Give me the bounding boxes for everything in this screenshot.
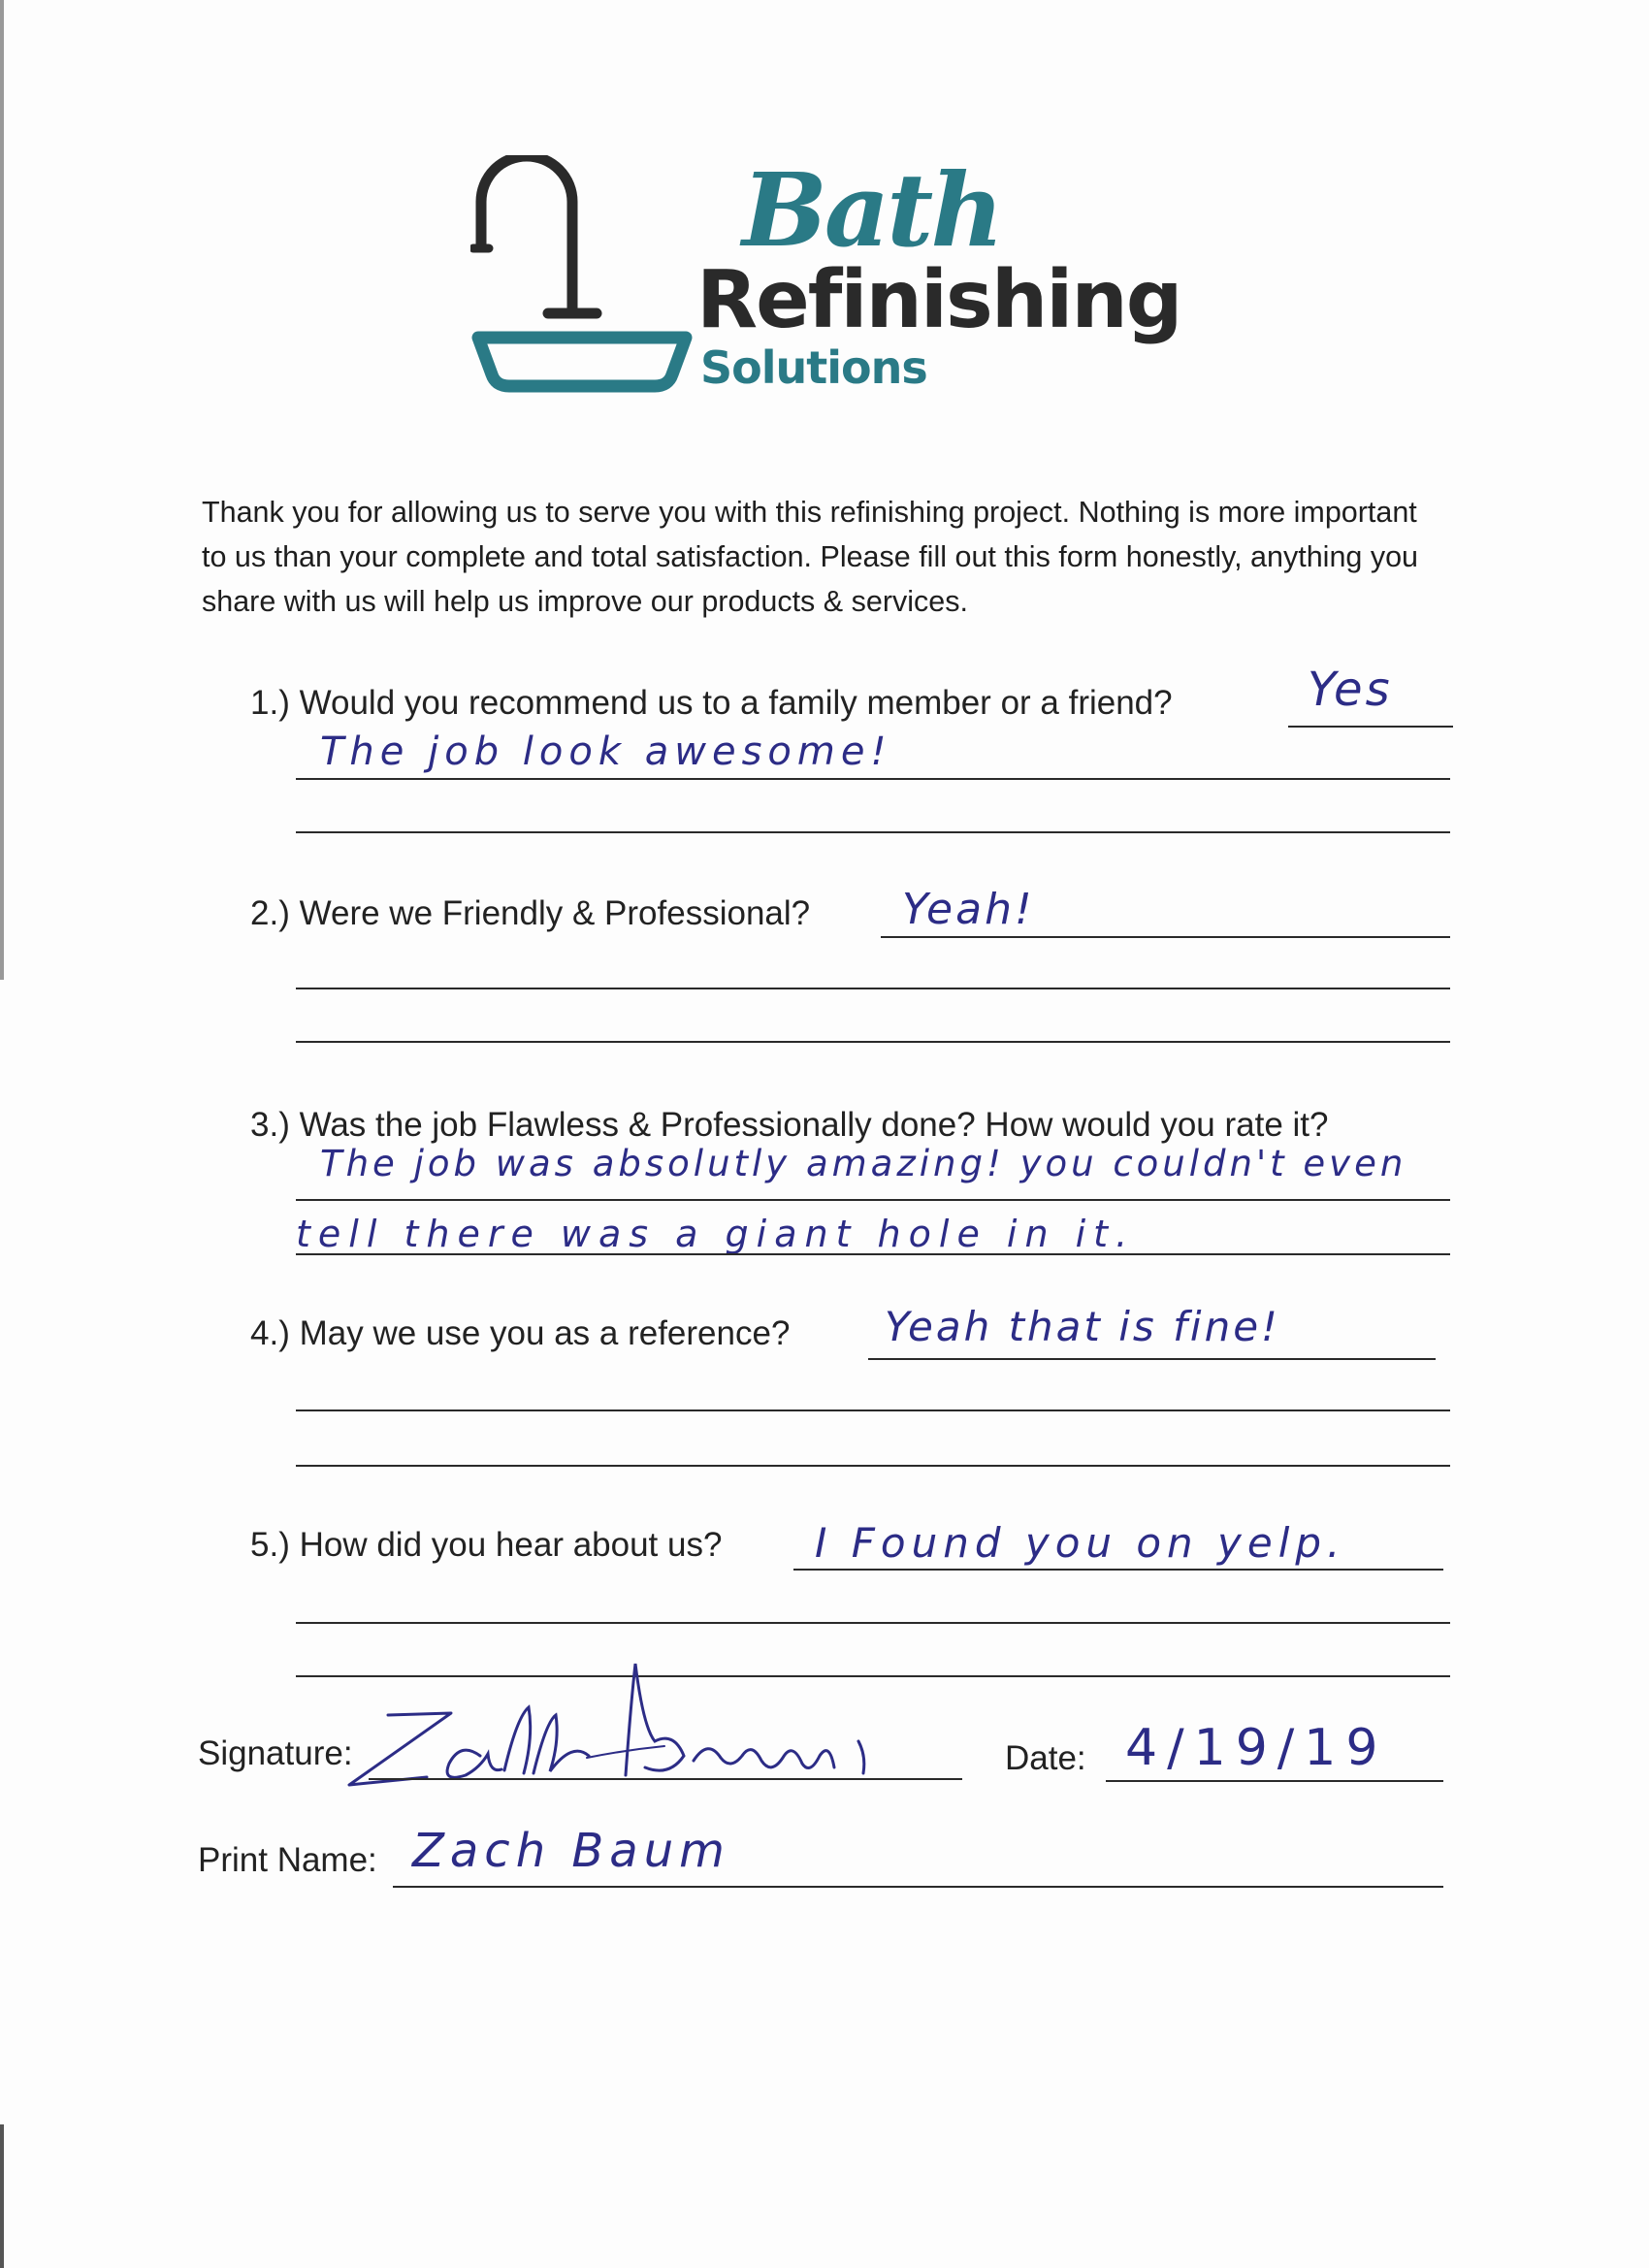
question-text: Would you recommend us to a family member or a friend? (299, 684, 1173, 722)
question-number: 4.) (250, 1314, 290, 1352)
answer-line[interactable] (296, 1465, 1450, 1467)
signature-line[interactable] (369, 1778, 962, 1780)
answer-line[interactable] (1288, 726, 1453, 728)
intro-paragraph: Thank you for allowing us to serve you with this refinishing project. Nothing is more important to us than your complete and total satisfaction. Please fill out this form honestly, anything you share with us will help us improve our products & services. (202, 496, 1419, 618)
answer-line[interactable] (296, 831, 1450, 833)
question-text: How did you hear about us? (299, 1526, 723, 1564)
handwritten-answer: Yes (1308, 663, 1393, 717)
handwritten-answer: The job look awesome! (320, 729, 892, 774)
scan-edge-bottom (0, 2124, 4, 2268)
question-number: 3.) (250, 1106, 290, 1144)
answer-line[interactable] (296, 1253, 1450, 1255)
sink-faucet-icon (470, 155, 694, 398)
question-4-text (250, 1314, 790, 1353)
question-number: 2.) (250, 894, 290, 932)
signature-label: Signature: (198, 1734, 353, 1772)
logo-word-refinishing: Refinishing (696, 254, 1181, 346)
question-5-text (250, 1526, 722, 1565)
handwritten-answer: The job was absolutly amazing! you couldn't even (320, 1143, 1407, 1184)
question-1-text (250, 684, 1173, 723)
question-number: 1.) (250, 684, 290, 722)
handwritten-signature (335, 1649, 888, 1795)
answer-line[interactable] (296, 1622, 1450, 1624)
question-number: 5.) (250, 1526, 290, 1564)
question-2-text (250, 894, 810, 933)
answer-line[interactable] (296, 1409, 1450, 1411)
logo-word-solutions: Solutions (700, 341, 927, 394)
handwritten-print-name: Zach Baum (412, 1824, 730, 1878)
answer-line[interactable] (881, 936, 1450, 938)
print-name-label: Print Name: (198, 1841, 377, 1879)
answer-line[interactable] (296, 988, 1450, 989)
answer-line[interactable] (296, 1041, 1450, 1043)
question-3-text (250, 1106, 1328, 1145)
handwritten-answer: Yeah that is fine! (885, 1303, 1280, 1350)
logo-word-bath: Bath (742, 150, 1001, 270)
handwritten-date: 4/19/19 (1125, 1719, 1388, 1777)
question-text: May we use you as a reference? (299, 1314, 791, 1352)
question-text: Were we Friendly & Professional? (299, 894, 811, 932)
date-label: Date: (1005, 1739, 1086, 1777)
scan-edge-top (0, 0, 4, 980)
answer-line[interactable] (296, 778, 1450, 780)
handwritten-answer: Yeah! (902, 885, 1035, 934)
date-line[interactable] (1106, 1780, 1443, 1782)
handwritten-answer: tell there was a giant hole in it. (296, 1213, 1136, 1255)
answer-line[interactable] (793, 1569, 1443, 1571)
answer-line[interactable] (868, 1358, 1436, 1360)
answer-line[interactable] (296, 1199, 1450, 1201)
question-text: Was the job Flawless & Professionally done? How would you rate it? (299, 1106, 1329, 1144)
handwritten-answer: I Found you on yelp. (815, 1519, 1346, 1567)
print-name-line[interactable] (393, 1886, 1443, 1888)
